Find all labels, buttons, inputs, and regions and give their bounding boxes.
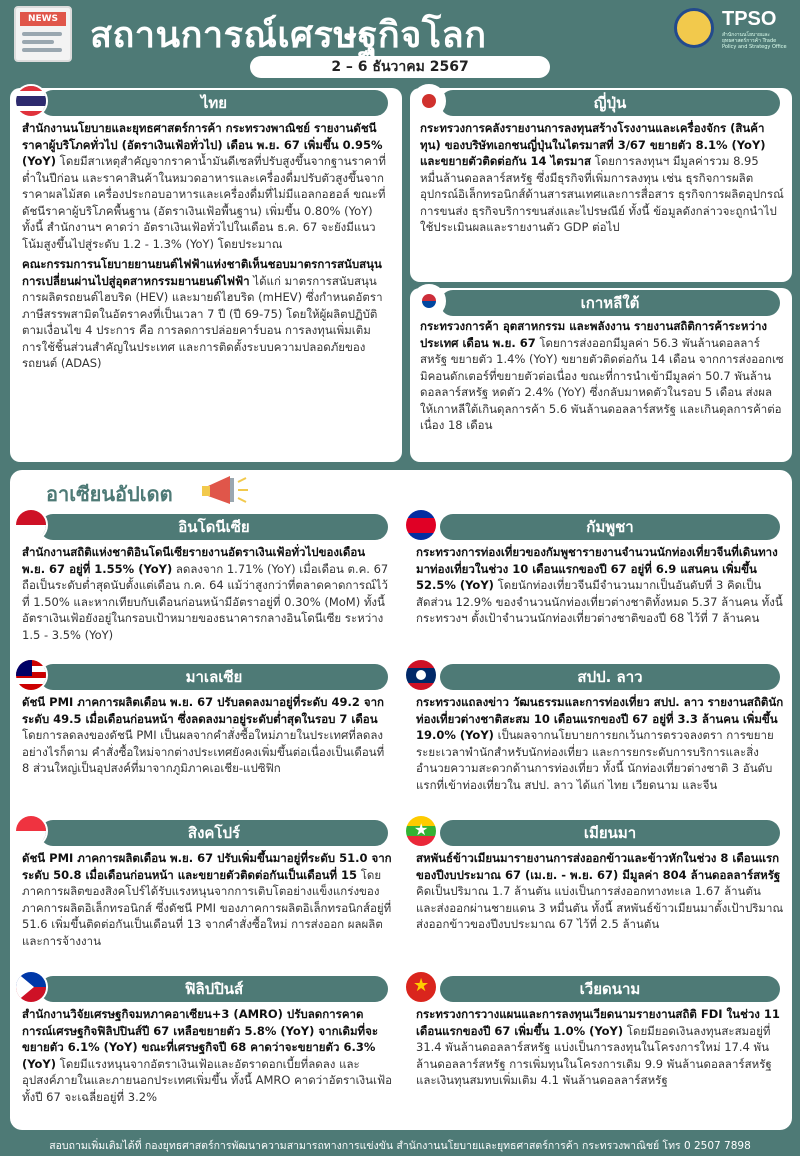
japan-flag-icon [412, 84, 446, 118]
malaysia-body: ดัชนี PMI ภาคการผลิตเดือน พ.ย. 67 ปรับลดลงมาอยู่ที่ระดับ 49.2 จากระดับ 49.5 เมื่อเดือนก่อนหน้า ซึ่งลดลงมาอยู่ระดับต่ำสุดในรอบ 7 เดือน โดยการลดลงของดัชนี PMI เป็นผลจากคำสั่งซื้อใหม่ภายในประเทศที่ลดลง อย่างไรก็ตาม คำสั่งซื้อใหม่จากต่างประเทศยังคงเพิ่มขึ้นต่อเนื่องเป็นเดือนที่ 8 ส่วนใหญ่เป็นอุปสงค์ที่มาจากภูมิภาคเอเชีย-แปซิฟิก [22, 695, 385, 775]
newspaper-icon [14, 6, 72, 62]
philippines-flag-icon [14, 970, 48, 1004]
japan-heading: ญี่ปุ่น [440, 90, 780, 116]
megaphone-icon [200, 474, 250, 508]
news-tag: NEWS [20, 12, 66, 26]
korea-body: กระทรวงการค้า อุตสาหกรรม และพลังงาน รายงานสถิติการค้าระหว่างประเทศ เดือน พ.ย. 67 โดยการส่งออกมีมูลค่า 56.3 พันล้านดอลลาร์สหรัฐ ขยายตัว 1.4% (YoY) ขยายตัวติดต่อกัน 14 เดือน จากการส่งออกเซมิคอนดักเตอร์ที่ขยายตัวต่อเนื่อง ขณะที่การนำเข้ามีมูลค่า 50.7 พันล้านดอลลาร์สหรัฐ หดตัว 2.4% (YoY) ซึ่งกลับมาหดตัวในรอบ 5 เดือน ส่งผลให้เกาหลีใต้เกินดุลการค้า 5.6 พันล้านดอลลาร์สหรัฐ และเกินดุลการค้าต่อเนื่อง 18 เดือน [420, 319, 784, 432]
tpso-logo: TPSO [722, 8, 777, 30]
malaysia-heading: มาเลเซีย [40, 664, 388, 690]
thailand-heading: ไทย [40, 90, 388, 116]
cambodia-body: กระทรวงการท่องเที่ยวของกัมพูชารายงานจำนวนนักท่องเที่ยวจีนที่เดินทางมาท่องเที่ยวในช่วง 10 เดือนแรกของปี 67 อยู่ที่ 6.9 แสนคน เพิ่มขึ้น 52.5% (YoY) โดยนักท่องเที่ยวจีนมีจำนวนมากเป็นอันดับที่ 3 คิดเป็นสัดส่วน 12.9% ของจำนวนนักท่องเที่ยวต่างชาติทั้งหมด 5.37 ล้านคน ทั้งนี้ กระทรวงฯ ตั้งเป้าจำนวนนักท่องเที่ยวต่างชาติของปี 68 ไว้ที่ 7 ล้านคน [416, 545, 783, 625]
malaysia-flag-icon [14, 658, 48, 692]
singapore-heading: สิงคโปร์ [40, 820, 388, 846]
laos-flag-icon [404, 658, 438, 692]
indonesia-body: สำนักงานสถิติแห่งชาติอินโดนีเซียรายงานอัตราเงินเฟ้อทั่วไปของเดือน พ.ย. 67 อยู่ที่ 1.55% (YoY) ลดลงจาก 1.71% (YoY) เมื่อเดือน ต.ค. 67 ถือเป็นระดับต่ำสุดนับตั้งแต่เดือน ก.ค. 64 แม้ว่าสูงกว่าที่ตลาดคาดการณ์ไว้ที่ 1.50% และหากเทียบกับเดือนก่อนหน้ามีอัตราอยู่ที่ 0.30% (MoM) ทั้งนี้ อัตราเงินเฟ้อยังอยู่ในกรอบเป้าหมายของธนาคารกลางอินโดนีเซีย ระหว่าง 1.5 - 3.5% (YoY) [22, 545, 389, 642]
tpso-logo-subtitle: สำนักงานนโยบายและยุทธศาสตร์การค้า Trade Policy and Strategy Office [722, 32, 787, 50]
vietnam-flag-icon: ★ [404, 970, 438, 1004]
philippines-heading: ฟิลิปปินส์ [40, 976, 388, 1002]
footer-contact: สอบถามเพิ่มเติมได้ที่ กองยุทธศาสตร์การพัฒนาความสามารถทางการแข่งขัน สำนักงานนโยบายและยุทธศาสตร์การค้า กระทรวงพาณิชย์ โทร 0 2507 7898 [0, 1136, 800, 1156]
indonesia-flag-icon [14, 508, 48, 542]
thailand-body: สำนักงานนโยบายและยุทธศาสตร์การค้า กระทรวงพาณิชย์ รายงานดัชนีราคาผู้บริโภคทั่วไป (อัตราเงินเฟ้อทั่วไป) เดือน พ.ย. 67 เพิ่มขึ้น 0.95% (YoY) โดยมีสาเหตุสำคัญจากราคาน้ำมันดีเซลที่ปรับสูงขึ้นจากฐานราคาที่ต่ำในปีก่อน และราคาสินค้าในหมวดอาหารและเครื่องดื่มปรับตัวสูงขึ้นจากราคาผลไม้สด เครื่องประกอบอาหารและเครื่องดื่มที่ไม่มีแอลกอฮอล์ ขณะที่ดัชนีราคาผู้บริโภคพื้นฐาน (อัตราเงินเฟ้อพื้นฐาน) เพิ่มขึ้น 0.80% (YoY) ทั้งนี้ สำนักงานฯ คาดว่า อัตราเงินเฟ้อทั่วไปในเดือน ธ.ค. 67 จะยังมีแนวโน้มสูงขึ้นไปสู่ระดับ 1.2 - 1.3% (YoY) โดยประมาณ คณะกรรมการนโยบายยานยนต์ไฟฟ้าแห่งชาติเห็นชอบมาตรการสนับสนุนการเปลี่ยนผ่านไปสู่อุตสาหกรรมยานยนต์ไฟฟ้า ได้แก่ มาตรการสนับสนุนการผลิตรถยนต์ไฮบริด (HEV) และมายด์ไฮบริด (mHEV) ซึ่งกำหนดอัตราภาษีสรรพสามิตในอัตราคงที่เป็นเวลา 7 ปี (ปี 69-75) โดยให้ผู้ผลิตปฏิบัติตามเงื่อนไข 4 ประการ คือ การลดการปล่อยคาร์บอน การลงทุนเพิ่มเติม การใช้ชิ้นส่วนสำคัญในประเทศ และการติดตั้งระบบความปลอดภัยของรถยนต์ (ADAS) [22, 121, 386, 370]
ministry-emblem-icon [674, 8, 714, 48]
japan-body: กระทรวงการคลังรายงานการลงทุนสร้างโรงงานและเครื่องจักร (สินค้าทุน) ของบริษัทเอกชนญี่ปุ่นในไตรมาสที่ 3/67 ขยายตัว 8.1% (YoY) และขยายตัวติดต่อกัน 14 ไตรมาส โดยการลงทุนฯ มีมูลค่ารวม 8.95 หมื่นล้านดอลลาร์สหรัฐ ซึ่งมีธุรกิจที่เพิ่มการลงทุน เช่น ธุรกิจการผลิตอุปกรณ์อิเล็กทรอนิกส์ด้านสารสนเทศและการสื่อสาร ธุรกิจการผลิตอุปกรณ์การขนส่ง ธุรกิจบริการขนส่งและไปรษณีย์ ทั้งนี้ ข้อมูลดังกล่าวจะถูกนำไปใช้ประเมินผลและรายงานตัว GDP ต่อไป [420, 121, 784, 234]
header [0, 0, 800, 78]
cambodia-flag-icon [404, 508, 438, 542]
singapore-body: ดัชนี PMI ภาคการผลิตเดือน พ.ย. 67 ปรับเพิ่มขึ้นมาอยู่ที่ระดับ 51.0 จากระดับ 50.8 เมื่อเดือนก่อนหน้า และขยายตัวติดต่อกันเป็นเดือนที่ 15 โดยภาคการผลิตของสิงคโปร์ได้รับแรงหนุนจากการเติบโตอย่างแข็งแกร่งของภาคการผลิตอิเล็กทรอนิกส์ ซึ่งดัชนี PMI ของภาคการผลิตอิเล็กทรอนิกส์อยู่ที่ 51.6 เพิ่มขึ้นติดต่อกันเป็นเดือนที่ 13 จากคำสั่งซื้อใหม่ การส่งออก ผลผลิต และการจ้างงาน [22, 851, 392, 948]
myanmar-body: สหพันธ์ข้าวเมียนมารายงานการส่งออกข้าวและข้าวหักในช่วง 8 เดือนแรกของปีงบประมาณ 67 (เม.ย. - พ.ย. 67) มีมูลค่า 804 ล้านดอลลาร์สหรัฐ คิดเป็นปริมาณ 1.7 ล้านตัน แบ่งเป็นการส่งออกทางทะเล 1.67 ล้านตัน และส่งออกผ่านชายแดน 3 หมื่นตัน ทั้งนี้ สหพันธ์ข้าวเมียนมาตั้งเป้าปริมาณส่งออกข้าวของปีงบประมาณ 67 ไว้ที่ 2.5 ล้านตัน [416, 851, 784, 931]
laos-heading: สปป. ลาว [440, 664, 780, 690]
indonesia-heading: อินโดนีเซีย [40, 514, 388, 540]
south-korea-flag-icon [412, 284, 446, 318]
cambodia-heading: กัมพูชา [440, 514, 780, 540]
korea-heading: เกาหลีใต้ [440, 290, 780, 316]
page-title: สถานการณ์เศรษฐกิจโลก [90, 15, 487, 56]
myanmar-heading: เมียนมา [440, 820, 780, 846]
vietnam-body: กระทรวงการวางแผนและการลงทุนเวียดนามรายงานสถิติ FDI ในช่วง 11 เดือนแรกของปี 67 เพิ่มขึ้น 1.0% (YoY) โดยมียอดเงินลงทุนสะสมอยู่ที่ 31.4 พันล้านดอลลาร์สหรัฐ แบ่งเป็นการลงทุนในโครงการใหม่ 17.4 พันล้านดอลลาร์สหรัฐ การเพิ่มทุนในโครงการเดิม 9.9 พันล้านดอลลาร์สหรัฐ และเงินทุนสมทบเพิ่มเติม 4.1 พันล้านดอลลาร์สหรัฐ [416, 1007, 780, 1087]
philippines-body: สำนักงานวิจัยเศรษฐกิจมหภาคอาเซียน+3 (AMRO) ปรับลดการคาดการณ์เศรษฐกิจฟิลิปปินส์ปี 67 เหลือขยายตัว 5.8% (YoY) จากเดิมที่จะขยายตัว 6.1% (YoY) ขณะที่เศรษฐกิจปี 68 คาดว่าจะขยายตัว 6.3% (YoY) โดยมีแรงหนุนจากอัตราเงินเฟ้อและอัตราดอกเบี้ยที่ลดลง และอุปสงค์ภายในและภายนอกประเทศเพิ่มขึ้น ทั้งนี้ AMRO คาดว่าอัตราเงินเฟ้อทั้งปี 67 จะเฉลี่ยอยู่ที่ 3.2% [22, 1007, 392, 1104]
thailand-flag-icon [14, 84, 48, 118]
singapore-flag-icon [14, 814, 48, 848]
date-range: 2 – 6 ธันวาคม 2567 [250, 56, 550, 78]
vietnam-heading: เวียดนาม [440, 976, 780, 1002]
asean-title: อาเซียนอัปเดต [46, 482, 173, 506]
laos-body: กระทรวงแถลงข่าว วัฒนธรรมและการท่องเที่ยว สปป. ลาว รายงานสถิตินักท่องเที่ยวต่างชาติสะสม 10 เดือนแรกของปี 67 อยู่ที่ 3.3 ล้านคน เพิ่มขึ้น 19.0% (YoY) เป็นผลจากนโยบายการยกเว้นการตรวจลงตรา การขยายระยะเวลาพำนักสำหรับนักท่องเที่ยว และการยกระดับการบริการและสิ่งอำนวยความสะดวกด้านการท่องเที่ยว ทั้งนี้ นักท่องเที่ยวต่างชาติ 3 อันดับแรกที่เข้าท่องเที่ยวใน สปป. ลาว ได้แก่ ไทย เวียดนาม และจีน [416, 695, 784, 792]
myanmar-flag-icon: ★ [404, 814, 438, 848]
